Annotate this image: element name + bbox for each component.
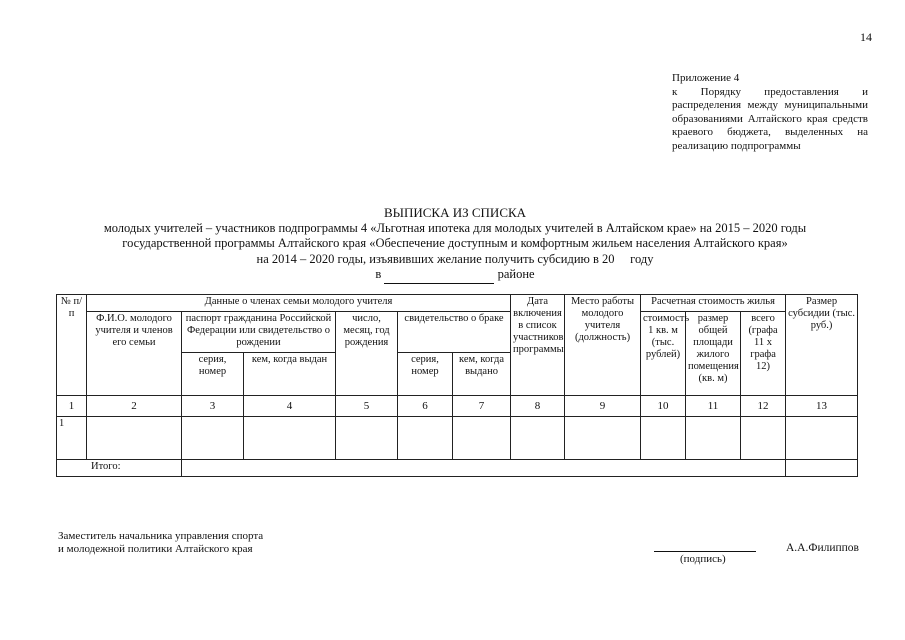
table-cell	[511, 417, 565, 460]
column-number: 4	[244, 396, 336, 417]
table-row	[57, 417, 858, 460]
signature-line	[654, 551, 756, 552]
header-birth-date: число, месяц, год рождения	[336, 312, 398, 396]
header-total-cost: всего (графа 11 x графа 12)	[741, 312, 786, 396]
column-numbers-row	[57, 396, 858, 417]
signatory-name: А.А.Филиппов	[786, 542, 859, 554]
header-estimated-cost: Расчетная стоимость жилья	[641, 295, 786, 312]
total-row	[57, 460, 858, 477]
column-number: 7	[453, 396, 511, 417]
total-label: Итого:	[57, 460, 182, 477]
heading-line-4-end: районе	[497, 267, 535, 281]
header-cost-per-sqm: стоимость 1 кв. м (тыс. рублей)	[641, 312, 686, 396]
signatory-position	[58, 530, 263, 556]
heading-line-1: молодых учителей – участников подпрограммы 4 «Льготная ипотека для молодых учителей в Алтайском крае» на 2015 – 2020 годы	[103, 220, 807, 235]
heading-line-3-end: году	[630, 251, 654, 266]
header-marriage-series: серия, номер	[398, 353, 453, 396]
heading-line-2: государственной программы Алтайского края «Обеспечение доступным и комфортным жильем населения Алтайского края»	[122, 236, 788, 250]
table-cell	[641, 417, 686, 460]
signature-caption: (подпись)	[680, 553, 726, 565]
district-blank-line	[384, 267, 494, 284]
column-number: 10	[641, 396, 686, 417]
signatory-position-line-1: Заместитель начальника управления спорта	[58, 530, 264, 542]
header-passport-issued: кем, когда выдан	[244, 353, 336, 396]
header-family-data: Данные о членах семьи молодого учителя	[87, 295, 511, 312]
column-number: 11	[686, 396, 741, 417]
page-number: 14	[860, 30, 872, 44]
header-passport: паспорт гражданина Российской Федерации или свидетельство о рождении	[182, 312, 336, 353]
column-number: 8	[511, 396, 565, 417]
header-passport-series: серия, номер	[182, 353, 244, 396]
appendix-title: Приложение 4	[672, 72, 740, 84]
heading-line-3-start: на 2014 – 2020 годы, изъявивших желание получить субсидию в 20	[256, 251, 615, 266]
table-cell	[244, 417, 336, 460]
column-number: 12	[741, 396, 786, 417]
table-cell	[182, 417, 244, 460]
total-subsidy-cell	[786, 460, 858, 477]
header-workplace: Место работы молодого учителя (должность)	[565, 295, 641, 396]
heading-line-4	[40, 267, 870, 284]
column-number: 2	[87, 396, 182, 417]
table-cell	[398, 417, 453, 460]
row-number: 1	[57, 417, 87, 460]
header-number: № п/п	[57, 295, 87, 396]
column-number: 13	[786, 396, 858, 417]
header-fio: Ф.И.О. молодого учителя и членов его семьи	[87, 312, 182, 396]
table-cell	[686, 417, 741, 460]
appendix-body: к Порядку предоставления и распределения между муниципальными образованиями Алтайского края средств краевого бюджета, выделенных на реализацию подпрограммы	[672, 85, 868, 152]
appendix-note	[672, 72, 868, 153]
column-number: 3	[182, 396, 244, 417]
header-marriage-certificate: свидетельство о браке	[398, 312, 511, 353]
table-cell	[453, 417, 511, 460]
document-title: ВЫПИСКА ИЗ СПИСКА	[383, 205, 527, 220]
table-cell	[786, 417, 858, 460]
table-cell	[565, 417, 641, 460]
table-cell	[741, 417, 786, 460]
header-total-area: размер общей площади жилого помещения (кв. м)	[686, 312, 741, 396]
header-subsidy-size: Размер субсидии (тыс. руб.)	[786, 295, 858, 396]
header-inclusion-date: Дата включения в список участников программы	[511, 295, 565, 396]
heading-line-3	[40, 252, 870, 268]
teachers-list-table	[56, 294, 858, 477]
column-number: 1	[57, 396, 87, 417]
total-cell	[182, 460, 786, 477]
document-heading	[40, 205, 870, 284]
header-marriage-issued: кем, когда выдано	[453, 353, 511, 396]
column-number: 9	[565, 396, 641, 417]
table-cell	[336, 417, 398, 460]
signatory-position-line-2: и молодежной политики Алтайского края	[58, 543, 253, 555]
heading-line-4-start: в	[375, 267, 382, 281]
table-cell	[87, 417, 182, 460]
column-number: 6	[398, 396, 453, 417]
column-number: 5	[336, 396, 398, 417]
